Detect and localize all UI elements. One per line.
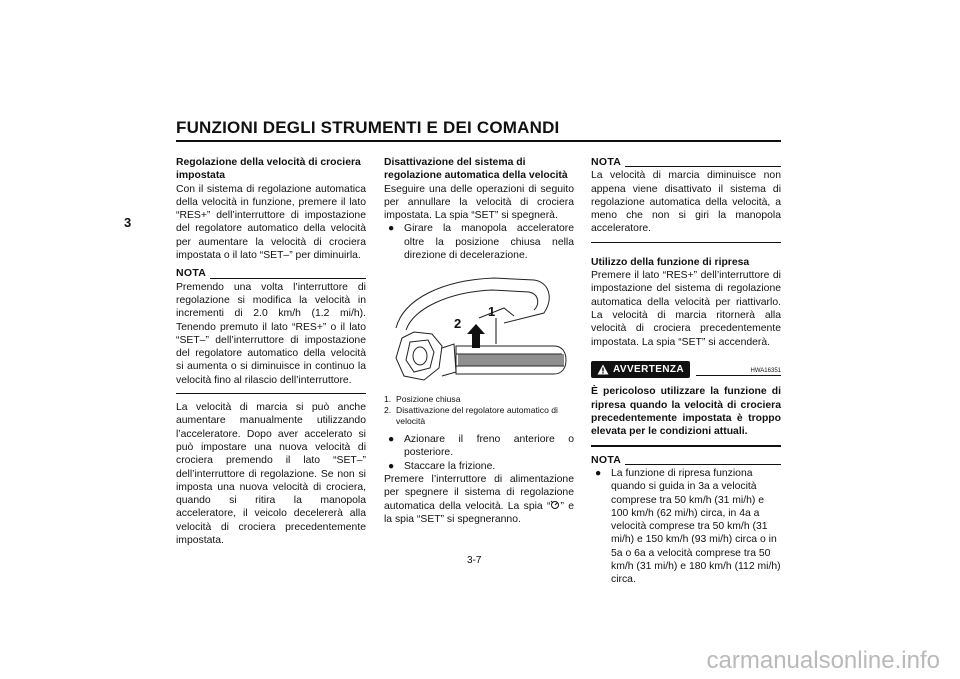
section-heading-ripresa: Utilizzo della funzione di ripresa	[591, 256, 750, 268]
bullet-item: ● Girare la manopola acceleratore oltre la posizione chiusa nella direzione di decelerazione.	[384, 222, 574, 262]
chapter-tab: 3	[124, 215, 132, 230]
caption-item: 1. Posizione chiusa	[384, 394, 461, 405]
watermark: carmanualsonline.info	[706, 647, 940, 674]
warning-end-rule	[591, 445, 781, 447]
warning-label: AVVERTENZA	[613, 363, 685, 375]
paragraph: Eseguire una delle operazioni di seguito per annullare la velocità di crociera impostata. La spia “SET” si spegnerà.	[384, 183, 574, 222]
nota-text: La velocità di marcia diminuisce non appena viene disattivato il sistema di regolazione automatica della velocità, a meno che non si giri la manopola acceleratore.	[591, 170, 781, 235]
nota-label: NOTA	[591, 156, 622, 168]
paragraph: Premere il lato “RES+” dell’interruttore di impostazione del sistema di regolazione automatica della velocità per riattivarlo. La velocità di marcia ritornerà alla velocità di crociera precedentemente impostata. La spia “SET” si accenderà.	[591, 270, 781, 348]
column-2	[384, 156, 574, 526]
nota-label: NOTA	[176, 267, 207, 280]
caption-item: 2. Disattivazione del regolatore automatico di velocità	[384, 404, 558, 426]
bullet-item: ● Staccare la frizione.	[384, 460, 574, 473]
warning-triangle-icon	[597, 364, 609, 375]
bullet-icon: ●	[388, 434, 395, 446]
paragraph: Con il sistema di regolazione automatica della velocità in funzione, premere il lato “RES+” dell’interruttore di impostazione del regolatore automatico della velocità per aumentare la velocità di crociera impostata o il lato “SET–” per diminuirla.	[176, 183, 366, 262]
paragraph: Premere l’interruttore di alimentazione per spegnere il sistema di regolazione automatica della velocità. La spia “ ” e la spia “SET” si spegneranno.	[384, 474, 574, 525]
column-3	[591, 156, 781, 587]
nota-end-rule	[176, 393, 366, 394]
bullet-icon: ●	[388, 223, 395, 235]
section-heading-regolazione: Regolazione della velocità di crociera impostata	[176, 157, 361, 182]
column-1	[176, 156, 366, 547]
nota-label: NOTA	[591, 453, 622, 466]
nota-header	[591, 156, 781, 169]
page-number: 3-7	[467, 555, 482, 566]
nota-header	[591, 454, 781, 467]
warning-text: È pericoloso utilizzare la funzione di ripresa quando la velocità di crociera precedentemente impostata è troppo elevata per le condizioni attuali.	[591, 386, 781, 438]
bullet-icon: ●	[595, 467, 602, 479]
figure-callout-1: 1	[488, 304, 496, 320]
handlebar-illustration	[384, 268, 574, 390]
figure-caption	[384, 394, 574, 426]
figure-callout-2: 2	[454, 316, 462, 332]
nota-end-rule	[591, 242, 781, 243]
cruise-control-indicator-icon	[550, 501, 560, 512]
section-heading-disattivazione: Disattivazione del sistema di regolazione automatica della velocità	[384, 157, 568, 182]
paragraph: La velocità di marcia si può anche aumentare manualmente utilizzando l’acceleratore. Dopo aver accelerato si può impostare una nuova velocità di crociera premendo il lato “SET–” dell’interruttore di regolazione. Se non si imposta una nuova velocità di crociera, quando si ritira la manopola acceleratore, il veicolo decelererà alla velocità di crociera precedentemente impostata.	[176, 402, 366, 547]
bullet-icon: ●	[388, 460, 395, 472]
header-rule	[176, 140, 781, 142]
nota-line	[625, 464, 781, 465]
page-header-title: FUNZIONI DEGLI STRUMENTI E DEI COMANDI	[176, 118, 560, 137]
bullet-item: ● Azionare il freno anteriore o posteriore.	[384, 433, 574, 460]
warning-code: HWA16351	[750, 368, 781, 375]
nota-header	[176, 267, 366, 280]
handlebar-grip-drawing	[384, 268, 574, 390]
warning-badge	[591, 361, 690, 378]
bullet-item: ● La funzione di ripresa funziona quando si guida in 3a a velocità comprese tra 50 km/h (31 mi/h) e 100 km/h (62 mi/h) circa, in 4a a velocità comprese tra 50 km/h (31 mi/h) e 150 km/h (93 mi/h) circa o in 5a o 6a a velocità comprese tra 50 km/h (31 mi/h) e 180 km/h (112 mi/h) circa.	[591, 467, 781, 587]
nota-text: Premendo una volta l’interruttore di regolazione si modifica la velocità in incrementi di 2.0 km/h (1.2 mi/h). Tenendo premuto il lato “RES+” o il lato “SET–” dell’interruttore di impostazione del regolatore automatico della velocità si aumenta o si diminuisce in continuo la velocità fino al rilascio dell’interruttore.	[176, 281, 366, 386]
nota-line	[210, 278, 366, 279]
nota-line	[625, 166, 781, 167]
